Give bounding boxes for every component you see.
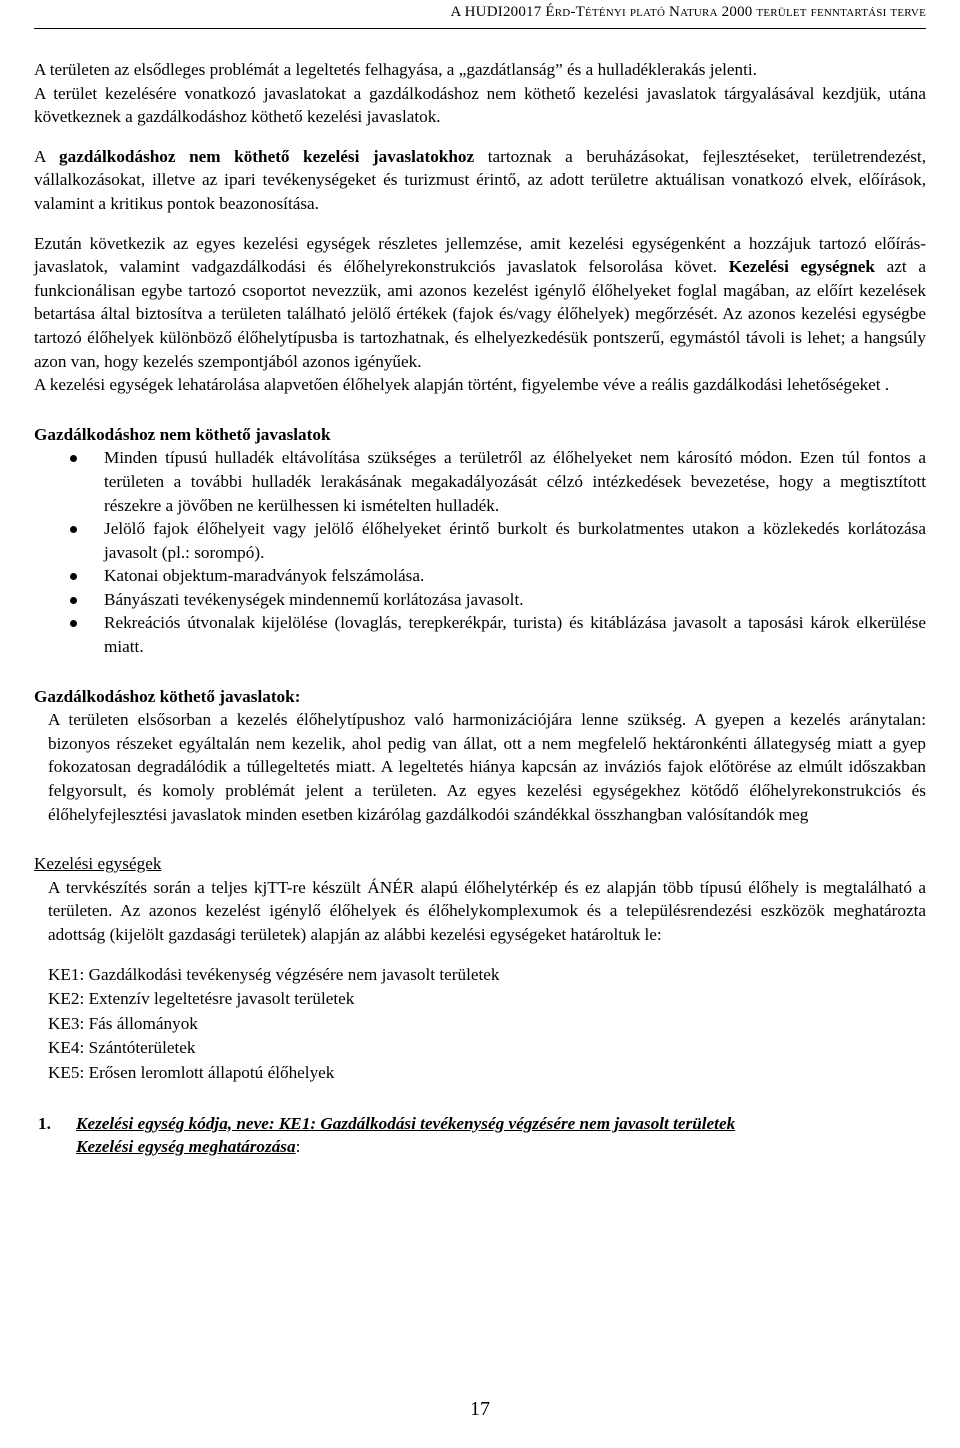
list-item-text: Katonai objektum-maradványok felszámolása. — [104, 566, 425, 586]
paragraph-nem-kotheto-intro — [34, 145, 926, 216]
ke-item: KE1: Gazdálkodási tevékenység végzésére nem javasolt területek — [48, 964, 500, 984]
ke-list — [34, 963, 926, 1086]
bullet-icon — [70, 455, 77, 462]
list-item-text: Minden típusú hulladék eltávolítása szükséges a területről az élőhelyeket nem károsító módon. Ezen túl fontos a területen a további hulladék lerakásának megakadályozását célzó intézkedések bevezetése, hogy a megtisztított részekre a jövőben ne kerülhessen ki ismételten hulladék. — [104, 448, 926, 515]
paragraph-intro-2: A terület kezelésére vonatkozó javaslatokat a gazdálkodáshoz nem köthető kezelési javaslatok tárgyalásával kezdjük, utána következnek a gazdálkodáshoz köthető kezelési javaslatok. — [34, 83, 926, 127]
text-run: Ezután következik az egyes kezelési egységek részletes jellemzése, amit kezelési egységenként a hozzájuk tartozó előírás-javaslatok, valamint vadgazdálkodási és élőhelyrekonstrukciós javaslatok felsorolása követ. — [34, 233, 926, 277]
ke-item: KE4: Szántóterületek — [48, 1038, 196, 1058]
heading-kotheto: Gazdálkodáshoz köthető javaslatok: — [34, 686, 301, 706]
bullet-icon — [70, 597, 77, 604]
paragraph-kezelesi-egyseg-def — [34, 232, 926, 374]
bullet-icon — [70, 620, 77, 627]
text-run: A — [34, 146, 60, 166]
bold-term: gazdálkodáshoz nem köthető kezelési javaslatokhoz — [59, 146, 475, 166]
list-item — [34, 446, 926, 517]
heading-number: 1. — [38, 1113, 51, 1133]
page-content — [34, 58, 926, 1159]
bullet-list-nem-kotheto — [34, 446, 926, 658]
ke-item: KE5: Erősen leromlott állapotú élőhelyek — [48, 1062, 335, 1082]
paragraph-kotheto: A területen elsősorban a kezelés élőhelytípushoz való harmonizációjára lenne szükség. A gyepen a kezelés aránytalan: bizonyos részeket egyáltalán nem kezelik, ahol pedig van állat, ott a nem megfelelő hektáronkénti állategység miatt a gyep fokozatosan degradálódik a túllegeltetés miatt. A legeltetés hiánya kapcsán az inváziós fajok előtörése az elmúlt időszakban felgyorsult, és komoly problémát jelent a területen. Az egyes kezelési egységekhez kötődő élőhelyrekonstrukciós és élőhelyfejlesztési javaslatok minden esetben kizárólag gazdálkodói szándékkal összhangban valósítandók meg — [48, 710, 926, 824]
paragraph-kezelesi-egysegek: A tervkészítés során a teljes kjTT-re készült ÁNÉR alapú élőhelytérkép és ez alapján több típusú élőhely is megtalálható a területen. Az azonos kezelést igénylő élőhelyek és élőhelykomplexumok és a településrendezési eszközök meghatározta adottság (kijelölt gazdasági területek) alapján az alábbi kezelési egységeket határoltuk le: — [48, 877, 926, 944]
list-item — [34, 611, 926, 658]
bullet-icon — [70, 526, 77, 533]
list-item — [34, 517, 926, 564]
list-item-text: Rekreációs útvonalak kijelölése (lovaglás, terepkerékpár, turista) és kitáblázása javasolt a taposási károk elkerülése miatt. — [104, 613, 926, 657]
running-header — [34, 4, 926, 29]
heading-line-1: Kezelési egység kódja, neve: KE1: Gazdálkodási tevékenység végzésére nem javasolt területek — [76, 1113, 736, 1133]
text-run: azt a funkcionálisan egybe tartozó csoportot nevezzük, ami azonos kezelést igénylő élőhelyeket foglal magában, az előírt kezelések betartása által biztosítva a területen található jelölő értékek (fajok és/vagy élőhelyek) megőrzését. Az azonos kezelési egységbe tartozó élőhelyek különböző élőhelytípusba is tartozhatnak, és elhelyezkedésük pontszerű, egymástól távoli is lehet; a hangsúly azon van, hogy kezelés szempontjából azonos igényűek. — [34, 257, 926, 371]
text-run: tartoznak a beruházásokat, fejlesztéseket, területrendezést, vállalkozásokat, illetve az ipari tevékenységeket és turizmust érintő, az adott területre aktuálisan vonatkozó elvek, előírások, valamint a kritikus pontok beazonosítása. — [34, 146, 926, 213]
paragraph-lehatarolas: A kezelési egységek lehatárolása alapvetően élőhelyek alapján történt, figyelembe véve a reális gazdálkodási lehetőségeket . — [34, 375, 890, 395]
header-title: A HUDI20017 Érd-Tétényi plató Natura 2000 terület fenntartási terve — [450, 4, 926, 20]
bullet-icon — [70, 573, 77, 580]
list-item-text: Bányászati tevékenységek mindennemű korlátozása javasolt. — [104, 589, 524, 609]
heading-kezelesi-egysegek: Kezelési egységek — [34, 854, 162, 874]
heading-line-2-suffix: : — [295, 1137, 301, 1157]
list-item — [34, 588, 926, 612]
heading-line-2: Kezelési egység meghatározása — [76, 1137, 296, 1157]
paragraph-intro-1: A területen az elsődleges problémát a legeltetés felhagyása, a „gazdátlanság” és a hulladéklerakás jelenti. — [34, 60, 757, 79]
page-number: 17 — [470, 1398, 490, 1420]
numbered-heading — [34, 1112, 926, 1159]
list-item-text: Jelölő fajok élőhelyeit vagy jelölő élőhelyeket érintő burkolt és burkolatmentes utakon a közlekedés korlátozása javasolt (pl.: sorompó). — [104, 519, 926, 562]
bold-term: Kezelési egységnek — [728, 257, 875, 277]
list-item — [34, 564, 926, 588]
ke-item: KE2: Extenzív legeltetésre javasolt területek — [48, 989, 355, 1009]
ke-item: KE3: Fás állományok — [48, 1013, 198, 1033]
heading-nem-kotheto: Gazdálkodáshoz nem köthető javaslatok — [34, 424, 331, 444]
